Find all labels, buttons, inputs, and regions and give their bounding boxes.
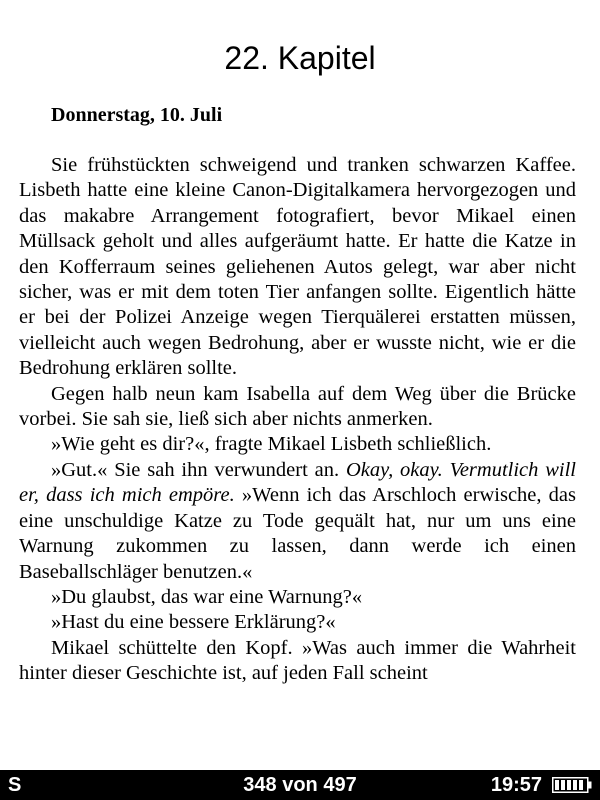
paragraph: Gegen halb neun kam Isabella auf dem Weg über die Brücke vorbei. Sie sah sie, ließ sich aber nichts anmerken.: [19, 382, 576, 431]
status-bar: [0, 770, 600, 800]
paragraph: Sie frühstückten schweigend und tranken schwarzen Kaffee. Lisbeth hatte eine kleine Canon-Digitalkamera hervorgezogen und das makabre Arrangement fotografiert, bevor Mikael einen Müllsack geholt und alles aufgeräumt hatte. Er hatte die Katze in den Kofferraum seines geliehenen Autos gelegt, war aber nicht sicher, was er mit dem toten Tier anfangen sollte. Eigentlich hätte er bei der Polizei Anzeige wegen Tierquälerei erstatten müssen, vielleicht auch wegen Bedrohung, aber er wusste nicht, wie er die Bedrohung erklären sollte.: [19, 154, 576, 380]
paragraph-text: »Wenn ich das Arschloch erwische, das eine unschuldige Katze zu Tode gequält hat, nur um uns eine Warnung zukommen zu lassen, dann werde ich einen Baseballschläger benutzen.«: [19, 484, 576, 583]
date-heading: Donnerstag, 10. Juli: [51, 104, 223, 126]
paragraph: Mikael schüttelte den Kopf. »Was auch immer die Wahrheit hinter dieser Geschichte ist, auf jeden Fall scheint: [19, 636, 576, 685]
clock: 19:57: [490, 774, 542, 796]
paragraph: »Wie geht es dir?«, fragte Mikael Lisbeth schließlich.: [51, 433, 492, 456]
book-text: [19, 153, 576, 687]
chapter-title: 22. Kapitel: [224, 40, 376, 76]
page-indicator[interactable]: 348 von 497: [243, 774, 357, 796]
paragraph: »Hast du eine bessere Erklärung?«: [51, 611, 336, 634]
status-left-label[interactable]: S: [8, 774, 22, 796]
italic-thought: Okay, okay. Vermutlich will er, dass ich mich empöre.: [19, 458, 577, 507]
paragraph-text: »Gut.« Sie sah ihn verwundert an.: [51, 458, 346, 481]
paragraph: »Du glaubst, das war eine Warnung?«: [51, 585, 363, 608]
battery-full-icon: [552, 777, 592, 793]
paragraph: [19, 458, 576, 585]
